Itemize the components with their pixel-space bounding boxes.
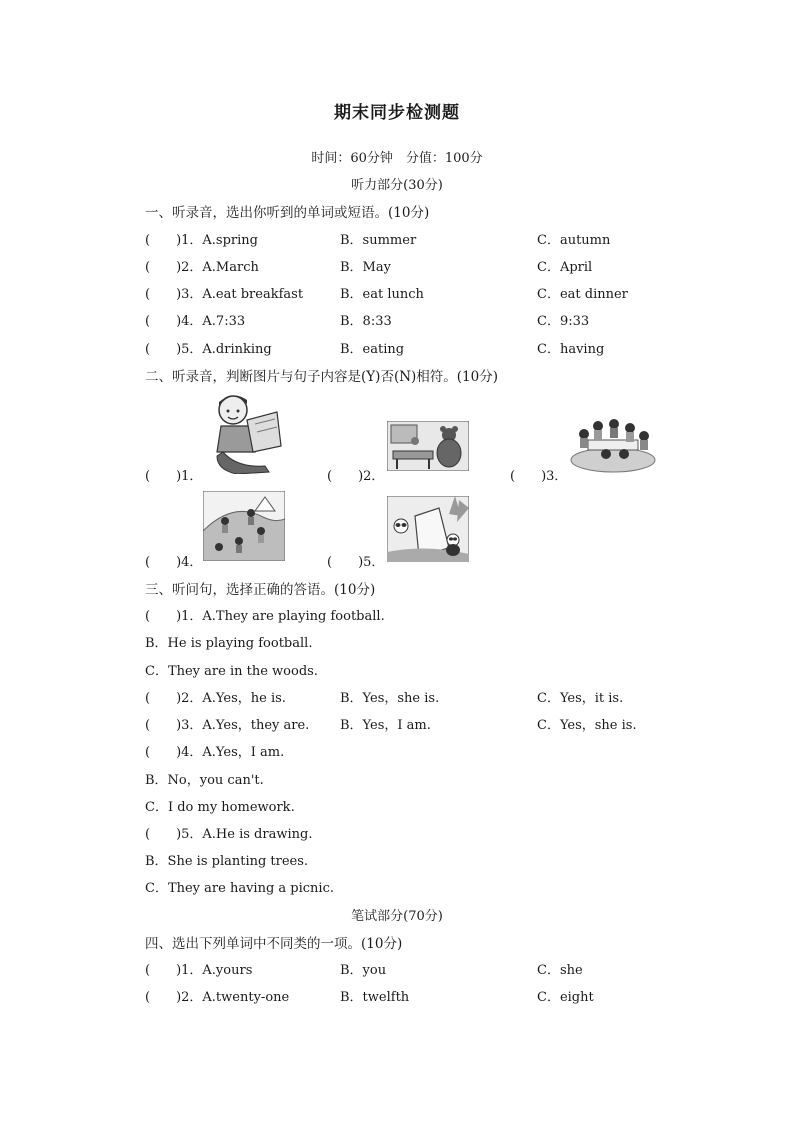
s2-q5-label: ( )5．: [327, 555, 385, 570]
s1-q3-c: C．eat dinner: [537, 287, 628, 302]
s1-q5-b: B．eating: [340, 342, 405, 357]
s2-q2-label: ( )2．: [327, 469, 385, 484]
s1-q1-b: B．summer: [340, 233, 417, 248]
part-listening-title: 听力部分(30分): [351, 178, 443, 193]
section3-heading: 三、听问句，选择正确的答语。(10分): [145, 582, 376, 598]
s3-q4-a: ( )4．A.Yes，I am.: [145, 745, 285, 760]
picture-children-hill: [203, 491, 285, 561]
s3-q2-a: ( )2．A.Yes，he is.: [145, 691, 286, 706]
s2-q4-label: ( )4．: [145, 555, 203, 570]
s1-q1-c: C．autumn: [537, 233, 611, 248]
s3-q3-c: C．Yes，she is.: [537, 718, 637, 733]
s1-q4-b: B．8:33: [340, 314, 392, 329]
s1-q4-c: C．9:33: [537, 314, 590, 329]
s3-q5-a: ( )5．A.He is drawing.: [145, 827, 313, 842]
s2-q1-label: ( )1．: [145, 469, 203, 484]
s3-q1-c: C．They are in the woods.: [145, 664, 318, 679]
s3-q3-a: ( )3．A.Yes，they are.: [145, 718, 310, 733]
s4-q2-c: C．eight: [537, 990, 594, 1005]
s3-q2-c: C．Yes，it is.: [537, 691, 624, 706]
s2-q3-label: ( )3．: [510, 469, 568, 484]
exam-meta: 时间：60分钟 分值：100分: [311, 151, 483, 166]
page-title: 期末同步检测题: [334, 103, 460, 123]
s4-q2-a: ( )2．A.twenty-one: [145, 990, 290, 1005]
s1-q1-a: ( )1．A.spring: [145, 233, 258, 248]
s1-q5-a: ( )5．A.drinking: [145, 342, 272, 357]
s1-q2-a: ( )2．A.March: [145, 260, 259, 275]
s3-q4-b: B．No，you can't.: [145, 773, 264, 788]
section4-heading: 四、选出下列单词中不同类的一项。(10分): [145, 936, 403, 952]
s1-q5-c: C．having: [537, 342, 605, 357]
s4-q1-c: C．she: [537, 963, 583, 978]
section2-heading: 二、听录音，判断图片与句子内容是(Y)否(N)相符。(10分): [145, 369, 499, 385]
s3-q5-c: C．They are having a picnic.: [145, 881, 334, 896]
s3-q3-b: B．Yes，I am.: [340, 718, 431, 733]
picture-boy-reading: [207, 390, 289, 474]
s4-q2-b: B．twelfth: [340, 990, 410, 1005]
s1-q3-b: B．eat lunch: [340, 287, 424, 302]
section1-heading: 一、听录音，选出你听到的单词或短语。(10分): [145, 205, 430, 221]
s4-q1-b: B．you: [340, 963, 387, 978]
picture-family-picnic: [570, 416, 656, 474]
picture-bear-classroom: [387, 421, 469, 471]
s3-q2-b: B．Yes，she is.: [340, 691, 440, 706]
s1-q2-c: C．April: [537, 260, 593, 275]
s4-q1-a: ( )1．A.yours: [145, 963, 253, 978]
part-writing-title: 笔试部分(70分): [351, 909, 443, 924]
s1-q4-a: ( )4．A.7:33: [145, 314, 246, 329]
s1-q3-a: ( )3．A.eat breakfast: [145, 287, 304, 302]
picture-panda-rock: [387, 496, 469, 562]
s3-q4-c: C．I do my homework.: [145, 800, 295, 815]
s3-q1-b: B．He is playing football.: [145, 636, 313, 651]
s3-q5-b: B．She is planting trees.: [145, 854, 309, 869]
s3-q1-a: ( )1．A.They are playing football.: [145, 609, 385, 624]
s1-q2-b: B．May: [340, 260, 391, 275]
